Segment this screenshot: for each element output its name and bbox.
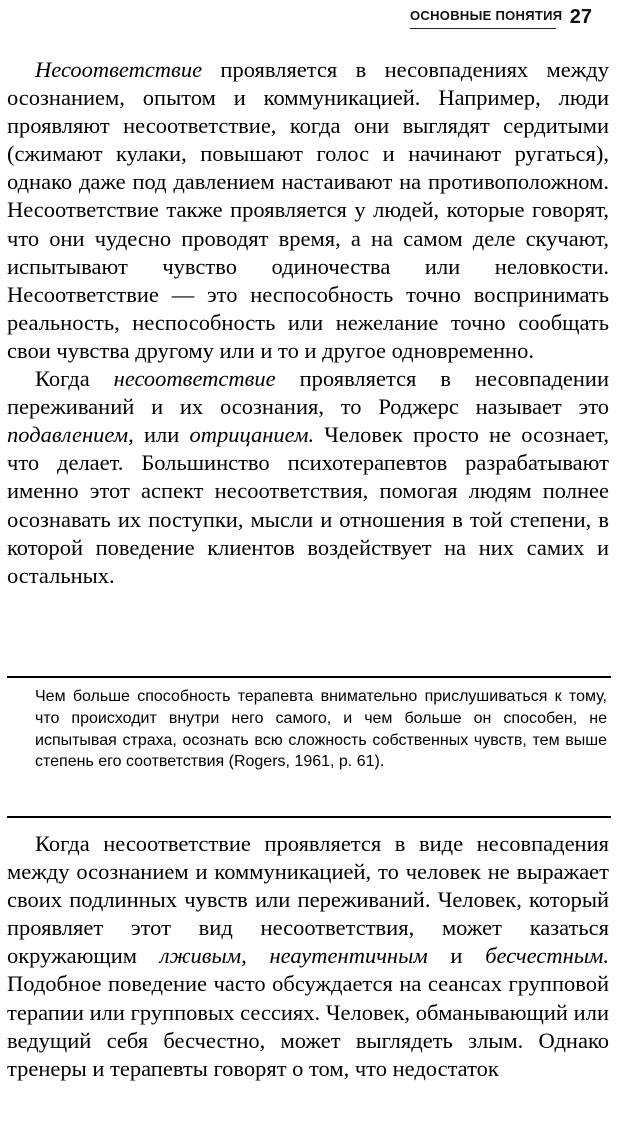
italic-term: отрицанием. [189,422,315,448]
block-quote [35,686,607,773]
body-text-bottom [7,830,609,1083]
text-run: Когда [35,366,114,392]
text-run: или [133,422,190,448]
quote-rule-bottom [7,816,611,818]
paragraph [7,365,609,590]
quote-text: Чем больше способность терапевта внимательно прислушиваться к тому, что происходит внутри него самого, и чем больше он способен, не испытывая страха, осознать всю сложность собственных чувств, тем выше степень его соответствия (Rogers, 1961, p. 61). [35,688,607,771]
text-run: проявляется в несовпадениях между осознанием, опытом и коммуникацией. Например, люди проявляют несоответствие, когда они выглядят сердитыми (сжимают кулаки, повышают голос и начинают ругаться), однако даже под давлением настаивают на противоположном. Несоответствие также проявляется у людей, которые говорят, что они чудесно проводят время, а на самом деле скучают, испытывают чувство одиночества или неловкости. Несоответствие — это неспособность точно воспринимать реальность, неспособность или нежелание точно сообщать свои чувства другому или и то и другое одновременно. [7,57,609,363]
text-run: и [427,943,486,969]
text-run: Подобное поведение часто обсуждается на сеансах групповой терапии или групповых сессиях. Человек, обманывающий или ведущий себя бесчестно, может выглядеть злым. Однако тренеры и терапевты говорят о том, что недостаток [7,971,609,1081]
text-run: Когда несоответствие проявляется в виде несовпадения между осознанием и коммуникацией, то человек не выражает своих подлинных чувств или переживаний. Человек, который проявляет этот вид несоответствия, может казаться окружающим [7,831,609,969]
italic-term: подавлением, [7,422,134,448]
section-title: ОСНОВНЫЕ ПОНЯТИЯ [410,8,563,23]
page-number: 27 [569,6,592,28]
header-rule [410,28,556,29]
body-text-top [7,56,609,590]
italic-term: несоответствие [113,366,276,392]
text-run: проявляется в несовпадении переживаний и их осознания, то Роджерс называет это [7,366,609,420]
running-header [0,4,620,34]
italic-term: Несоответствие [35,57,203,82]
text-run: Человек просто не осознает, что делает. Большинство психотерапевтов разрабатывают именно этот аспект несоответствия, помогая людям полнее осознавать их поступки, мысли и отношения в той степени, в которой поведение клиентов воздействует на них самих и остальных. [7,422,609,588]
paragraph [7,56,609,365]
paragraph [7,830,609,1083]
italic-term: лживым, неаутентичным [159,943,428,969]
italic-term: бесчестным. [485,943,609,969]
quote-rule-top [7,676,611,678]
